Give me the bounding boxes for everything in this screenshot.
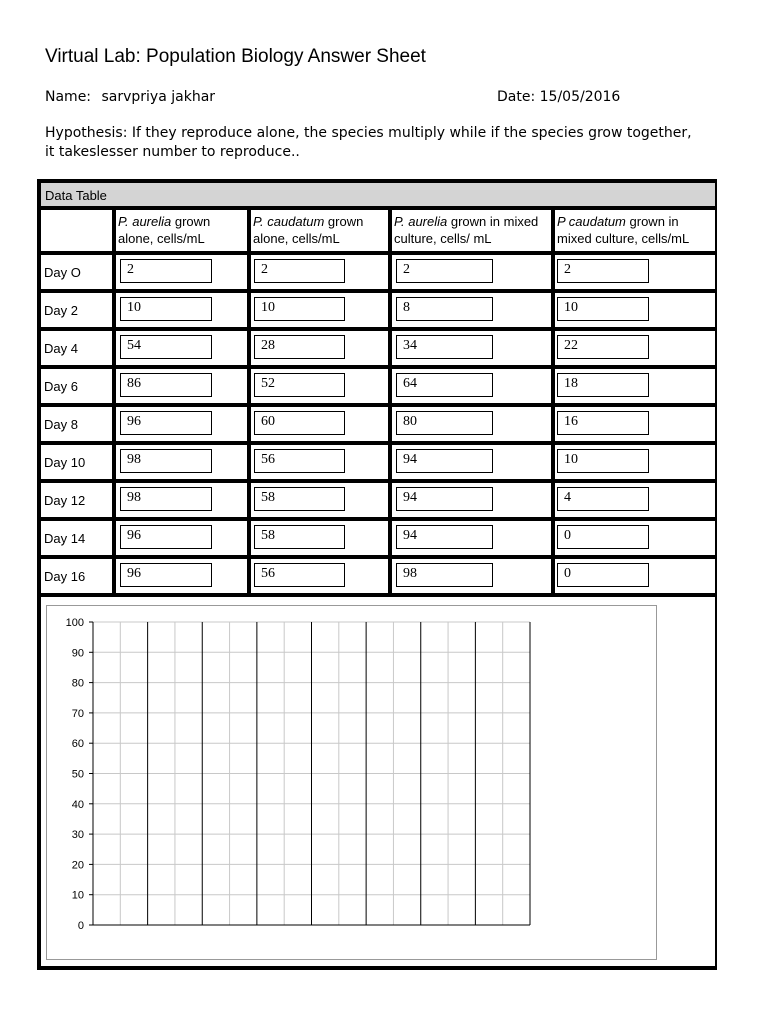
value-input[interactable]: 2 <box>396 259 493 283</box>
day-label: Day O <box>39 253 114 291</box>
value-input[interactable]: 10 <box>120 297 212 321</box>
value-input[interactable]: 0 <box>557 563 649 587</box>
value-input[interactable]: 56 <box>254 449 345 473</box>
value-input[interactable]: 58 <box>254 525 345 549</box>
value-input[interactable]: 10 <box>254 297 345 321</box>
name-value[interactable]: sarvpriya jakhar <box>101 89 216 105</box>
day-label: Day 14 <box>39 519 114 557</box>
value-input[interactable]: 10 <box>557 449 649 473</box>
species-name: P caudatum <box>557 214 626 229</box>
column-header-text: grown in mixed culture, cells/ mL <box>394 214 539 246</box>
value-input[interactable]: 2 <box>254 259 345 283</box>
name-label: Name: <box>45 89 92 105</box>
value-input[interactable]: 52 <box>254 373 345 397</box>
y-tick-label: 20 <box>71 859 84 872</box>
page-title: Virtual Lab: Population Biology Answer Sheet <box>45 46 426 67</box>
value-input[interactable]: 28 <box>254 335 345 359</box>
value-input[interactable]: 34 <box>396 335 493 359</box>
value-input[interactable]: 10 <box>557 297 649 321</box>
y-tick-label: 30 <box>71 829 84 842</box>
date-label: Date: <box>497 89 536 105</box>
y-tick-label: 90 <box>71 647 84 660</box>
column-header-text: grown in mixed culture, cells/mL <box>557 214 690 246</box>
value-input[interactable]: 56 <box>254 563 345 587</box>
value-input[interactable]: 18 <box>557 373 649 397</box>
y-tick-label: 100 <box>65 617 84 629</box>
day-label: Day 2 <box>39 291 114 329</box>
value-input[interactable]: 94 <box>396 449 493 473</box>
value-input[interactable]: 2 <box>557 259 649 283</box>
y-tick-label: 10 <box>71 889 84 902</box>
species-name: P. aurelia <box>394 214 448 229</box>
y-tick-label: 50 <box>71 768 84 781</box>
y-tick-label: 80 <box>71 677 84 690</box>
column-header-text: grown alone, cells/mL <box>253 214 364 246</box>
value-input[interactable]: 96 <box>120 525 212 549</box>
value-input[interactable]: 22 <box>557 335 649 359</box>
value-input[interactable]: 0 <box>557 525 649 549</box>
value-input[interactable]: 80 <box>396 411 493 435</box>
day-label: Day 16 <box>39 557 114 595</box>
day-label: Day 10 <box>39 443 114 481</box>
value-input[interactable]: 58 <box>254 487 345 511</box>
day-label: Day 8 <box>39 405 114 443</box>
data-table-caption: Data Table <box>39 181 717 208</box>
value-input[interactable]: 16 <box>557 411 649 435</box>
value-input[interactable]: 98 <box>120 487 212 511</box>
value-input[interactable]: 4 <box>557 487 649 511</box>
species-name: P. aurelia <box>118 214 172 229</box>
value-input[interactable]: 2 <box>120 259 212 283</box>
value-input[interactable]: 60 <box>254 411 345 435</box>
day-label: Day 6 <box>39 367 114 405</box>
y-tick-label: 60 <box>71 738 84 751</box>
value-input[interactable]: 94 <box>396 525 493 549</box>
species-name: P. caudatum <box>253 214 325 229</box>
value-input[interactable]: 64 <box>396 373 493 397</box>
y-tick-label: 40 <box>71 798 84 811</box>
day-label: Day 12 <box>39 481 114 519</box>
value-input[interactable]: 98 <box>396 563 493 587</box>
column-header-text: grown alone, cells/mL <box>118 214 211 246</box>
hypothesis-text[interactable]: If they reproduce alone, the species multiply while if the species grow together, it takeslesser number to reproduce.. <box>45 125 692 160</box>
hypothesis-label: Hypothesis: <box>45 125 128 141</box>
value-input[interactable]: 98 <box>120 449 212 473</box>
value-input[interactable]: 96 <box>120 411 212 435</box>
date-value[interactable]: 15/05/2016 <box>539 89 621 105</box>
y-tick-label: 70 <box>71 707 84 720</box>
value-input[interactable]: 96 <box>120 563 212 587</box>
y-tick-label: 0 <box>77 920 84 932</box>
day-label: Day 4 <box>39 329 114 367</box>
value-input[interactable]: 86 <box>120 373 212 397</box>
value-input[interactable]: 8 <box>396 297 493 321</box>
value-input[interactable]: 94 <box>396 487 493 511</box>
value-input[interactable]: 54 <box>120 335 212 359</box>
